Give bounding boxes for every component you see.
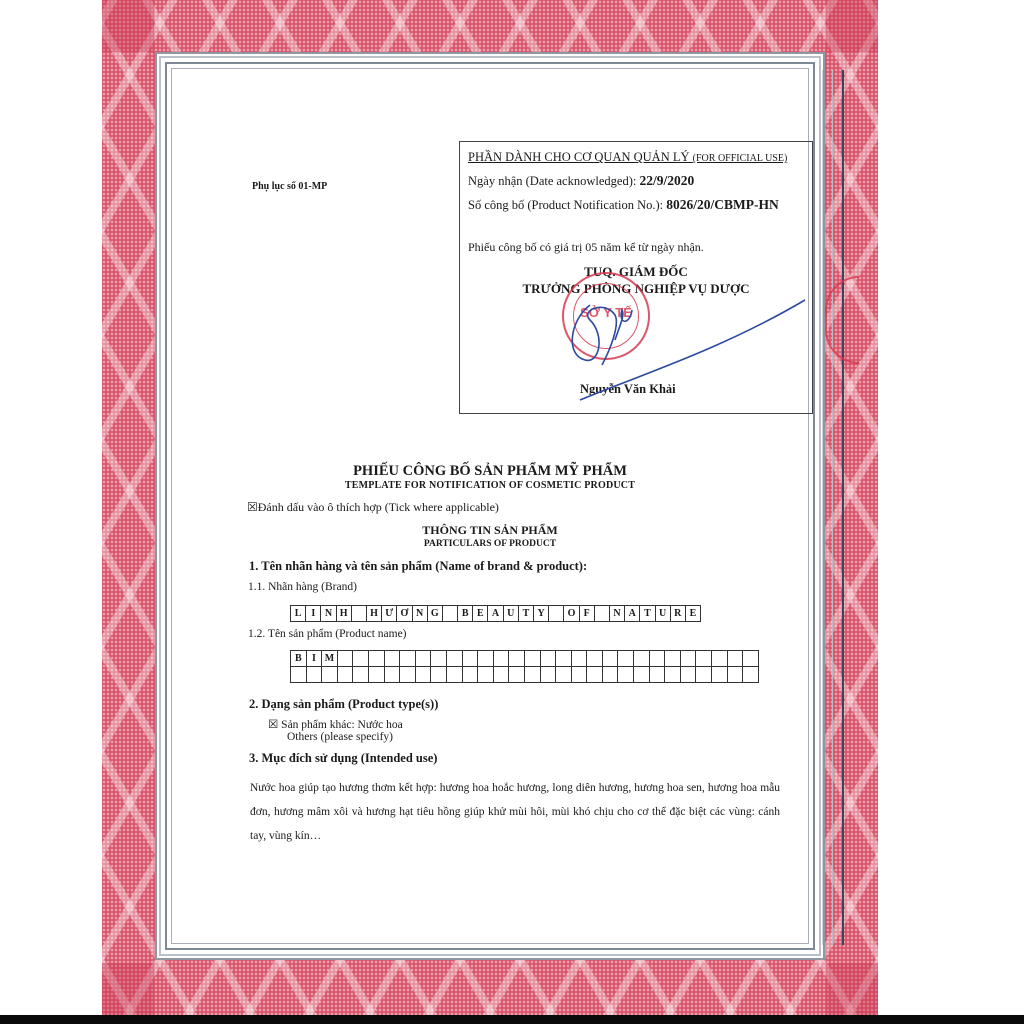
letter-cell (549, 606, 564, 622)
letter-cell (665, 667, 681, 683)
letter-cell (594, 606, 609, 622)
letter-cell (649, 651, 665, 667)
letter-cell: O (564, 606, 579, 622)
brand-label: 1.1. Nhãn hàng (Brand) (248, 581, 357, 593)
letter-cell (446, 651, 462, 667)
letter-cell (571, 667, 587, 683)
official-heading-en: (FOR OFFICIAL USE) (692, 153, 788, 164)
letter-cell (587, 651, 603, 667)
letter-cell (353, 651, 369, 667)
tick-note: ☒Đánh dấu vào ô thích hợp (Tick where applicable) (247, 500, 499, 514)
product-name-letter-grid (290, 650, 759, 683)
letter-cell (743, 651, 759, 667)
document-title-en: TEMPLATE FOR NOTIFICATION OF COSMETIC PRODUCT (344, 480, 636, 491)
letter-cell: Ư (382, 606, 397, 622)
letter-cell (431, 667, 447, 683)
intended-use-text: Nước hoa giúp tạo hương thơm kết hợp: hương hoa hoắc hương, long diên hương, hương hoa sen, hương hoa mẫu đơn, hương mâm xôi và hương hạt tiêu hồng giúp khử mùi hôi, mùi khó chịu cho cơ thể đặc biệt các vùng: cánh tay, vùng kín… (250, 782, 780, 842)
letter-cell: F (579, 606, 594, 622)
letter-cell: E (473, 606, 488, 622)
validity-note: Phiếu công bố có giá trị 05 năm kể từ ngày nhận. (468, 240, 704, 254)
letter-cell (493, 667, 509, 683)
letter-cell: T (518, 606, 533, 622)
letter-cell (556, 651, 572, 667)
letter-cell (431, 651, 447, 667)
letter-cell (680, 667, 696, 683)
letter-cell: N (321, 606, 336, 622)
letter-cell (618, 651, 634, 667)
date-value: 22/9/2020 (639, 173, 695, 188)
letter-cell (602, 667, 618, 683)
letter-cell: I (306, 606, 321, 622)
letter-cell (680, 651, 696, 667)
official-heading-vi: PHẦN DÀNH CHO CƠ QUAN QUẢN LÝ (468, 150, 690, 164)
letter-cell (415, 651, 431, 667)
letter-cell: R (670, 606, 685, 622)
letter-cell (400, 651, 416, 667)
letter-cell (368, 651, 384, 667)
letter-cell: H (336, 606, 351, 622)
section-title: THÔNG TIN SẢN PHẨM (422, 523, 558, 537)
document-title: PHIẾU CÔNG BỐ SẢN PHẨM MỸ PHẨM (353, 463, 627, 479)
letter-cell (337, 651, 353, 667)
section-1-heading: 1. Tên nhãn hàng và tên sản phẩm (Name of brand & product): (249, 559, 588, 573)
letter-cell (351, 606, 366, 622)
letter-cell: Y (534, 606, 549, 622)
signer-title-2: TRƯỞNG PHÒNG NGHIỆP VỤ DƯỢC (522, 281, 750, 296)
letter-cell: B (458, 606, 473, 622)
product-type-option-checked: ☒ Sản phẩm khác: Nước hoa (268, 719, 403, 731)
letter-cell: N (609, 606, 624, 622)
letter-cell (571, 651, 587, 667)
letter-cell (462, 667, 478, 683)
notification-number-value: 8026/20/CBMP-HN (666, 197, 779, 212)
section-2-heading: 2. Dạng sản phẩm (Product type(s)) (249, 697, 439, 711)
brand-letter-grid (290, 605, 701, 622)
product-name-label: 1.2. Tên sản phẩm (Product name) (248, 628, 407, 640)
appendix-label: Phụ lục số 01-MP (252, 181, 328, 192)
letter-cell (618, 667, 634, 683)
letter-cell: Ơ (397, 606, 412, 622)
letter-cell (462, 651, 478, 667)
letter-cell: B (291, 651, 307, 667)
letter-cell (665, 651, 681, 667)
date-acknowledged-row (468, 173, 694, 189)
letter-cell: U (655, 606, 670, 622)
letter-cell (556, 667, 572, 683)
letter-cell: I (306, 651, 322, 667)
letter-cell (446, 667, 462, 683)
letter-cell (587, 667, 603, 683)
letter-cell: E (685, 606, 700, 622)
stamp-text: SỞ Y TẾ (580, 305, 632, 320)
letter-cell (743, 667, 759, 683)
letter-cell: L (291, 606, 306, 622)
letter-cell (524, 667, 540, 683)
letter-cell: T (640, 606, 655, 622)
letter-cell: M (322, 651, 338, 667)
letter-cell (696, 651, 712, 667)
letter-cell (322, 667, 338, 683)
letter-cell (540, 651, 556, 667)
letter-cell (337, 667, 353, 683)
signature-icon (560, 280, 810, 410)
letter-cell (712, 651, 728, 667)
letter-cell (524, 651, 540, 667)
letter-cell (291, 667, 307, 683)
letter-cell (602, 651, 618, 667)
letter-cell: U (503, 606, 518, 622)
section-title-en: PARTICULARS OF PRODUCT (423, 539, 557, 549)
letter-cell (634, 651, 650, 667)
letter-cell: A (488, 606, 503, 622)
letter-cell (478, 651, 494, 667)
letter-cell (400, 667, 416, 683)
letter-cell (493, 651, 509, 667)
letter-cell (478, 667, 494, 683)
letter-cell (306, 667, 322, 683)
letter-cell (368, 667, 384, 683)
official-box-heading (468, 150, 787, 165)
letter-cell (353, 667, 369, 683)
letter-cell: A (625, 606, 640, 622)
letter-cell (509, 651, 525, 667)
letter-cell (384, 651, 400, 667)
partial-stamp-icon (825, 276, 859, 364)
date-label: Ngày nhận (Date acknowledged): (468, 174, 637, 188)
notification-number-row (468, 197, 779, 213)
letter-cell (649, 667, 665, 683)
letter-cell: H (366, 606, 381, 622)
letter-cell (442, 606, 457, 622)
product-type-option-en: Others (please specify) (287, 731, 394, 743)
letter-cell: G (427, 606, 442, 622)
letter-cell: N (412, 606, 427, 622)
signer-title-1: TUQ. GIÁM ĐỐC (584, 264, 688, 279)
letter-cell (727, 651, 743, 667)
letter-cell (634, 667, 650, 683)
signer-name: Nguyễn Văn Khải (580, 382, 676, 396)
letter-cell (415, 667, 431, 683)
letter-cell (384, 667, 400, 683)
letter-cell (696, 667, 712, 683)
letter-cell (540, 667, 556, 683)
letter-cell (727, 667, 743, 683)
letter-cell (712, 667, 728, 683)
letter-cell (509, 667, 525, 683)
section-3-heading: 3. Mục đích sử dụng (Intended use) (249, 751, 438, 765)
notification-number-label: Số công bố (Product Notification No.): (468, 198, 664, 212)
